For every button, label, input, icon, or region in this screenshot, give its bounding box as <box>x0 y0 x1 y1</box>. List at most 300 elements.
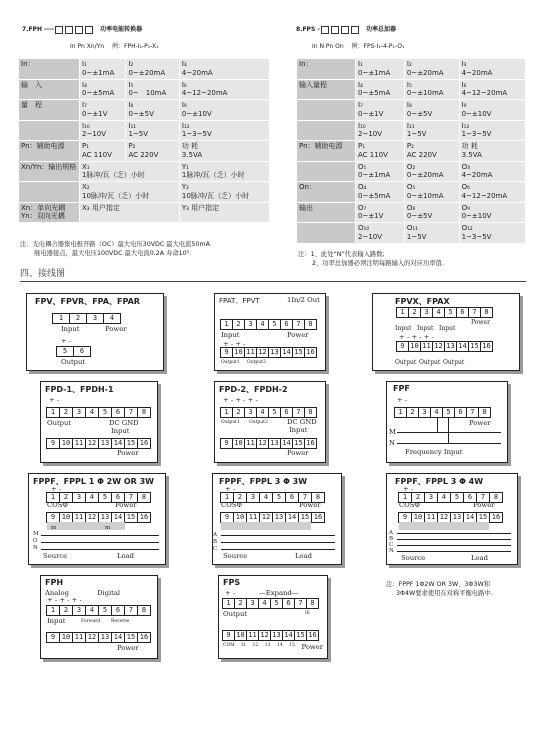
spec-code: P₁ <box>82 142 90 150</box>
spec-cell <box>80 79 126 100</box>
digital-label: Digital <box>97 589 121 597</box>
terminal-cell: 8 <box>306 598 319 609</box>
terminal-cell: 11 <box>246 630 259 641</box>
spec-code: X₂ <box>82 183 90 191</box>
panel-title: FPV、FPVR、FPA、FPAR <box>35 297 140 306</box>
spec-value: 0~±20mA <box>406 68 444 77</box>
spec-row <box>297 59 526 80</box>
b-label: B <box>389 536 394 542</box>
spec-cell <box>404 120 459 141</box>
com-label: COM <box>223 643 235 648</box>
spec-row-label: Xn：单向光耦 Yn：双向光耦 <box>19 202 80 223</box>
spec-code: I₁₂ <box>461 121 470 130</box>
spec-cell <box>80 141 126 162</box>
terminal-cell: 12 <box>259 512 273 523</box>
terminal-cell: 1 <box>220 407 233 418</box>
terminal-cell: 15 <box>298 512 312 523</box>
spec-cell <box>126 120 179 141</box>
terminal-cell: 12 <box>85 512 99 523</box>
fps-model-code: 8.FPS - 功率总加器 <box>296 26 396 33</box>
spec-cell <box>404 59 459 80</box>
terminal-cell: 6 <box>111 605 125 616</box>
terminal-cell: 3 <box>246 492 260 503</box>
spec-cell <box>459 79 525 100</box>
panel-fppf-1phase <box>28 473 166 565</box>
terminal-cell: 7 <box>292 407 305 418</box>
power-label: Power <box>299 501 321 509</box>
terminal-cell: 9 <box>46 512 60 523</box>
terminal-cell: 6 <box>463 492 477 503</box>
terminal-cell: 2 <box>406 407 419 418</box>
terminal-cell: 9 <box>396 341 409 352</box>
terminal-cell: 1 <box>394 407 407 418</box>
a-label: A <box>213 532 217 538</box>
spec-value: AC 220V <box>128 150 159 159</box>
spec-value: 0~±10V <box>461 109 492 118</box>
spec-row-label: Pn：辅助电源 <box>297 141 356 162</box>
spec-cell <box>126 79 179 100</box>
terminal-cell: 4 <box>259 492 273 503</box>
terminal-cell: 5 <box>56 346 74 357</box>
power-label: Power <box>287 449 309 457</box>
panel-title: FPPF、FPPL 1 Φ 2W OR 3W <box>33 477 154 486</box>
spec-cell <box>80 161 180 182</box>
polarity-label: + - <box>397 396 408 404</box>
reverse-label: Reverse <box>111 619 130 624</box>
spec-row-label <box>297 161 356 182</box>
panel-fpvx <box>372 293 520 371</box>
spec-cell <box>404 161 459 182</box>
spec-row-label: On： <box>297 182 356 203</box>
spec-value: 0~±10mA <box>406 89 444 98</box>
a-wire <box>221 535 335 536</box>
terminal-cell: 15 <box>124 632 138 643</box>
load-label: Load <box>117 552 135 560</box>
spec-code: I₁₀ <box>82 121 90 130</box>
spec-value: 0~±1V <box>358 109 384 118</box>
spec-value: 0~±10V <box>181 109 212 118</box>
input-label: Input <box>111 427 130 435</box>
input1-label: Input <box>395 325 412 332</box>
power-label: Power <box>117 449 139 457</box>
n-wire <box>41 549 159 550</box>
spec-cell <box>126 141 179 162</box>
spec-code: O₆ <box>461 183 470 191</box>
terminal-cell: 13 <box>272 512 286 523</box>
terminal-cell: 5 <box>98 407 112 418</box>
terminal-cell: 13 <box>98 512 112 523</box>
terminal-cell: 10 <box>411 512 425 523</box>
cos-phi-label: COSΦ <box>221 501 243 509</box>
spec-code: O₄ <box>358 183 367 191</box>
m-wire <box>41 535 159 536</box>
spec-code: I₇ <box>358 101 363 109</box>
terminal-cell: 7 <box>466 407 479 418</box>
polarity-label: + - <box>403 485 414 493</box>
terminal-cell: 15 <box>476 512 490 523</box>
terminal-cell: 7 <box>298 492 312 503</box>
polarity-label: + - + - + - <box>223 396 258 404</box>
terminal-cell: 3 <box>86 313 104 324</box>
spec-code: O₁ <box>358 162 367 171</box>
terminal-cell: 15 <box>292 347 305 358</box>
terminal-cell: 11 <box>420 341 433 352</box>
fph-code-legend: In Pn Xn/Yn 例：FPH-I₁-P₁-X₁ <box>70 43 159 50</box>
terminal-cell: 6 <box>111 407 125 418</box>
terminal-cell: 6 <box>454 407 467 418</box>
terminal-cell: 16 <box>137 512 151 523</box>
spec-code: I₃ <box>181 60 187 68</box>
panel-title: FPAT、FPVT <box>219 297 260 305</box>
terminal-cell: 16 <box>311 512 325 523</box>
terminal-cell: 8 <box>311 492 325 503</box>
terminal-cell: 15 <box>468 341 481 352</box>
spec-row <box>297 223 526 244</box>
spec-value: 4~20mA <box>461 68 493 77</box>
terminal-cell: 4 <box>85 605 99 616</box>
output1-label: Output1 <box>221 420 240 425</box>
c-label: C <box>213 546 218 552</box>
terminal-cell: 16 <box>304 438 317 449</box>
terminal-cell: 2 <box>59 492 73 503</box>
fph-note: 注：光电耦合器集电极开路（OC）最大电压30VDC 最大电流50mA 继电器接点，最大电压100VDC 最大电流0.2A 寿命10⁵. <box>20 241 210 258</box>
terminal-cell: 3 <box>418 407 431 418</box>
terminal-cell: 5 <box>272 492 286 503</box>
terminal-cell: 2 <box>59 605 73 616</box>
spec-cell <box>80 182 180 203</box>
terminal-strip-bottom <box>397 341 493 352</box>
terminal-cell: 16 <box>306 630 319 641</box>
m-wire <box>397 432 501 433</box>
terminal-cell: 11 <box>244 347 257 358</box>
terminal-cell: 11 <box>72 438 86 449</box>
spec-code: O₁₀ <box>358 224 370 232</box>
terminal-cell: 13 <box>270 630 283 641</box>
terminal-cell: 2 <box>234 598 247 609</box>
b-label: B <box>213 539 218 545</box>
terminal-strip-top <box>53 313 121 324</box>
spec-code: O₁₁ <box>406 224 418 232</box>
terminal-cell: 3 <box>424 492 438 503</box>
spec-cell <box>179 141 269 162</box>
terminal-cell: 12 <box>85 438 99 449</box>
spec-cell <box>459 161 525 182</box>
terminal-cell: 2 <box>232 407 245 418</box>
fph-spec-table <box>18 58 270 223</box>
spec-cell <box>179 120 269 141</box>
output1-label: Output <box>395 359 417 366</box>
terminal-cell: 14 <box>111 632 125 643</box>
terminal-cell: 4 <box>432 307 445 318</box>
spec-row-label: In： <box>297 59 356 80</box>
spec-cell <box>356 59 405 80</box>
n-label: N <box>33 545 38 551</box>
terminal-cell: 8 <box>489 492 503 503</box>
terminal-cell: 1 <box>46 605 60 616</box>
polarity-label: + - <box>49 396 60 404</box>
spec-value: 1~5V <box>406 130 427 139</box>
a-wire <box>397 533 511 534</box>
terminal-cell: 4 <box>437 492 451 503</box>
spec-code: I₁₂ <box>181 121 190 130</box>
polarity-label: + - + - + - <box>47 596 82 604</box>
spec-cell <box>356 161 405 182</box>
spec-value: 10脉冲/瓦（乏）小时 <box>181 191 250 200</box>
terminal-strip-top <box>395 407 491 418</box>
terminal-cell: 11 <box>424 512 438 523</box>
terminal-cell: 2 <box>69 313 87 324</box>
spec-row <box>297 120 526 141</box>
panel-fps <box>218 575 328 659</box>
a-label: A <box>389 530 393 536</box>
spec-cell <box>179 202 269 223</box>
terminal-cell: 14 <box>111 438 125 449</box>
spec-cell <box>80 100 126 121</box>
terminal-strip-top <box>397 307 493 318</box>
b-wire <box>397 539 511 540</box>
expand-label: —Expand— <box>259 589 299 597</box>
spec-value: 0~±5mA <box>82 89 115 98</box>
power-label: Power <box>105 325 127 333</box>
spec-code: I₉ <box>461 101 467 109</box>
polarity-label: + - + - <box>223 340 246 348</box>
spec-cell <box>459 141 525 162</box>
spec-code: 功 耗 <box>461 142 478 150</box>
terminal-cell: 10 <box>59 438 73 449</box>
spec-row-label <box>19 182 80 203</box>
terminal-strip-bottom <box>47 438 151 449</box>
terminal-cell: 14 <box>111 512 125 523</box>
n-wire <box>397 551 511 552</box>
terminal-cell: 9 <box>220 438 233 449</box>
c-label: C <box>389 542 394 548</box>
spec-value: 0~±1mA <box>358 171 391 180</box>
terminal-cell: 5 <box>444 307 457 318</box>
spec-code: Y₁ <box>181 162 189 171</box>
spec-row-label <box>297 223 356 244</box>
terminal-cell: 3 <box>72 407 86 418</box>
terminal-strip-bottom <box>221 347 317 358</box>
panel-title: FPF <box>393 384 410 393</box>
i3-label: 13 <box>264 643 271 648</box>
spec-value: 0~ 10mA <box>128 89 167 98</box>
cos-phi-label: COSΦ <box>399 501 421 509</box>
spec-code: 功 耗 <box>181 142 199 150</box>
spec-code: I₁₀ <box>358 121 366 130</box>
spec-row-label: 输出 <box>297 202 356 223</box>
terminal-cell: 10 <box>408 341 421 352</box>
load-label: Load <box>295 552 313 560</box>
spec-cell <box>126 59 179 80</box>
terminal-cell: 14 <box>280 438 293 449</box>
n-label: N <box>389 439 395 447</box>
output3-label: Output <box>443 359 465 366</box>
terminal-cell: 15 <box>124 512 138 523</box>
panel-fph <box>40 575 158 659</box>
terminal-cell: 10 <box>233 512 247 523</box>
terminal-strip-bottom <box>223 630 319 641</box>
panel-subtitle: 1In/2 Out <box>287 296 320 304</box>
spec-value: 0~±20mA <box>128 68 166 77</box>
terminal-cell: 9 <box>220 512 234 523</box>
terminal-cell: 1 <box>46 407 60 418</box>
terminal-cell: 8 <box>137 605 151 616</box>
terminal-cell: 3 <box>244 319 257 330</box>
spec-value: 0~±10mA <box>406 191 444 200</box>
spec-row <box>19 120 270 141</box>
power-label: Power <box>469 419 491 427</box>
output2-label: Output <box>419 359 441 366</box>
spec-value: 0~±5V <box>406 212 433 221</box>
spec-cell <box>356 79 405 100</box>
spec-cell <box>126 100 179 121</box>
terminal-cell: 9 <box>46 632 60 643</box>
terminal-cell: 16 <box>137 438 151 449</box>
polarity-label: + - <box>61 337 72 345</box>
terminal-cell: 1 <box>396 307 409 318</box>
spec-cell <box>459 120 525 141</box>
spec-row-label <box>19 120 80 141</box>
terminal-cell: 16 <box>304 347 317 358</box>
spec-code: I₈ <box>128 101 134 109</box>
terminal-cell: 1 <box>220 319 233 330</box>
spec-code: O₂ <box>406 162 416 171</box>
input3-label: Input <box>439 325 456 332</box>
terminal-cell: 4 <box>103 313 121 324</box>
terminal-cell: 11 <box>244 438 257 449</box>
spec-code: X₁ <box>82 162 90 171</box>
spec-cell <box>404 202 459 223</box>
polarity-label: + - <box>51 485 62 493</box>
terminal-cell: 15 <box>294 630 307 641</box>
spec-cell <box>404 223 459 244</box>
panel-title: FPH <box>45 578 64 587</box>
i2-label: 12 <box>252 643 259 648</box>
wiring-shade <box>47 522 125 530</box>
spec-value: 4~20mA <box>181 68 213 77</box>
spec-code: O₇ <box>358 203 367 212</box>
spec-cell <box>179 182 269 203</box>
terminal-cell: 4 <box>85 492 99 503</box>
spec-cell <box>179 59 269 80</box>
spec-cell <box>356 141 405 162</box>
terminal-cell: 13 <box>268 438 281 449</box>
terminal-cell: 2 <box>233 492 247 503</box>
terminal-cell: 9 <box>222 630 235 641</box>
terminal-cell: 4 <box>256 407 269 418</box>
input-label: Input <box>221 331 240 339</box>
spec-value: 4~20mA <box>461 171 493 180</box>
frequency-input-label: Frequency Input <box>405 448 463 456</box>
terminal-strip-bottom <box>221 438 317 449</box>
n-label: N <box>389 548 394 554</box>
spec-value: 3.5VA <box>181 150 203 159</box>
terminal-strip-top <box>223 598 319 609</box>
terminal-cell: 10 <box>232 347 245 358</box>
spec-code: P₂ <box>128 142 136 150</box>
spec-code: P₂ <box>406 142 414 150</box>
power-label: Power <box>301 643 323 651</box>
terminal-cell: 15 <box>124 438 138 449</box>
spec-row <box>19 141 270 162</box>
spec-cell <box>404 100 459 121</box>
terminal-cell: 14 <box>285 512 299 523</box>
terminal-cell: 13 <box>98 632 112 643</box>
output-label: Output <box>223 610 248 618</box>
output1-label: Output1 <box>221 360 240 365</box>
terminal-cell: 3 <box>72 492 86 503</box>
spec-row-label: 输 入 <box>19 79 80 100</box>
terminal-cell: 5 <box>442 407 455 418</box>
terminal-cell: 1 <box>52 313 70 324</box>
terminal-strip-bottom <box>57 346 91 357</box>
spec-value: 0~±5mA <box>358 191 391 200</box>
terminal-cell: 12 <box>256 438 269 449</box>
terminal-cell: 14 <box>280 347 293 358</box>
terminal-cell: 9 <box>398 512 412 523</box>
spec-code: I₁₁ <box>128 121 137 130</box>
terminal-cell: 5 <box>270 598 283 609</box>
spec-value: 0~±20mA <box>406 171 444 180</box>
terminal-cell: 1 <box>220 492 234 503</box>
polarity-label: + - <box>225 589 236 597</box>
terminal-cell: 12 <box>256 347 269 358</box>
spec-cell <box>459 100 525 121</box>
spec-cell <box>80 202 180 223</box>
terminal-cell: 13 <box>450 512 464 523</box>
terminal-cell: 4 <box>430 407 443 418</box>
spec-row-label: Pn：辅助电源 <box>19 141 80 162</box>
spec-value: 2~10V <box>82 130 107 139</box>
spec-cell <box>404 79 459 100</box>
terminal-cell: 1 <box>398 492 412 503</box>
spec-cell <box>80 59 126 80</box>
m-label: M <box>33 531 39 537</box>
o-wire <box>41 542 159 543</box>
terminal-cell: 4 <box>85 407 99 418</box>
spec-row <box>297 202 526 223</box>
spec-code: O₅ <box>406 183 416 191</box>
terminal-cell: 14 <box>456 341 469 352</box>
spec-value: AC 220V <box>406 150 437 159</box>
terminal-cell: 2 <box>411 492 425 503</box>
spec-code: O₃ <box>461 162 470 171</box>
spec-value: 1脉冲/瓦（乏）小时 <box>181 171 245 180</box>
spec-code: I₁ <box>82 60 87 68</box>
terminal-cell: 12 <box>85 632 99 643</box>
spec-row <box>297 100 526 121</box>
spec-value: 1~5V <box>128 130 148 139</box>
spec-value: 1~3~5V <box>461 232 492 241</box>
spec-cell <box>80 120 126 141</box>
spec-value: 4~12~20mA <box>181 89 228 98</box>
spec-value: 4~12~20mA <box>461 89 508 98</box>
terminal-cell: 4 <box>258 598 271 609</box>
spec-cell <box>459 223 525 244</box>
dc-gnd-label: DC GND <box>287 418 317 426</box>
panel-title: FPPF、FPPL 3 Φ 3W <box>219 477 308 486</box>
balanced-circuit-note: 注：FPPF 1Φ2W OR 3W、3Φ3W和 3Φ4W要求使用在对称平衡电路中. <box>386 581 493 598</box>
spec-value: 10脉冲/瓦（乏）小时 <box>82 191 150 200</box>
source-label: Source <box>401 554 426 562</box>
spec-code: X₃ 用户指定 <box>82 203 120 212</box>
terminal-cell: 16 <box>489 512 503 523</box>
fph-model-code: 7.FPH ---- 功率电能转换器 <box>22 26 143 33</box>
terminal-cell: 5 <box>98 492 112 503</box>
terminal-cell: 7 <box>294 598 307 609</box>
spec-value: 4~12~20mA <box>461 191 508 200</box>
terminal-cell: 7 <box>468 307 481 318</box>
